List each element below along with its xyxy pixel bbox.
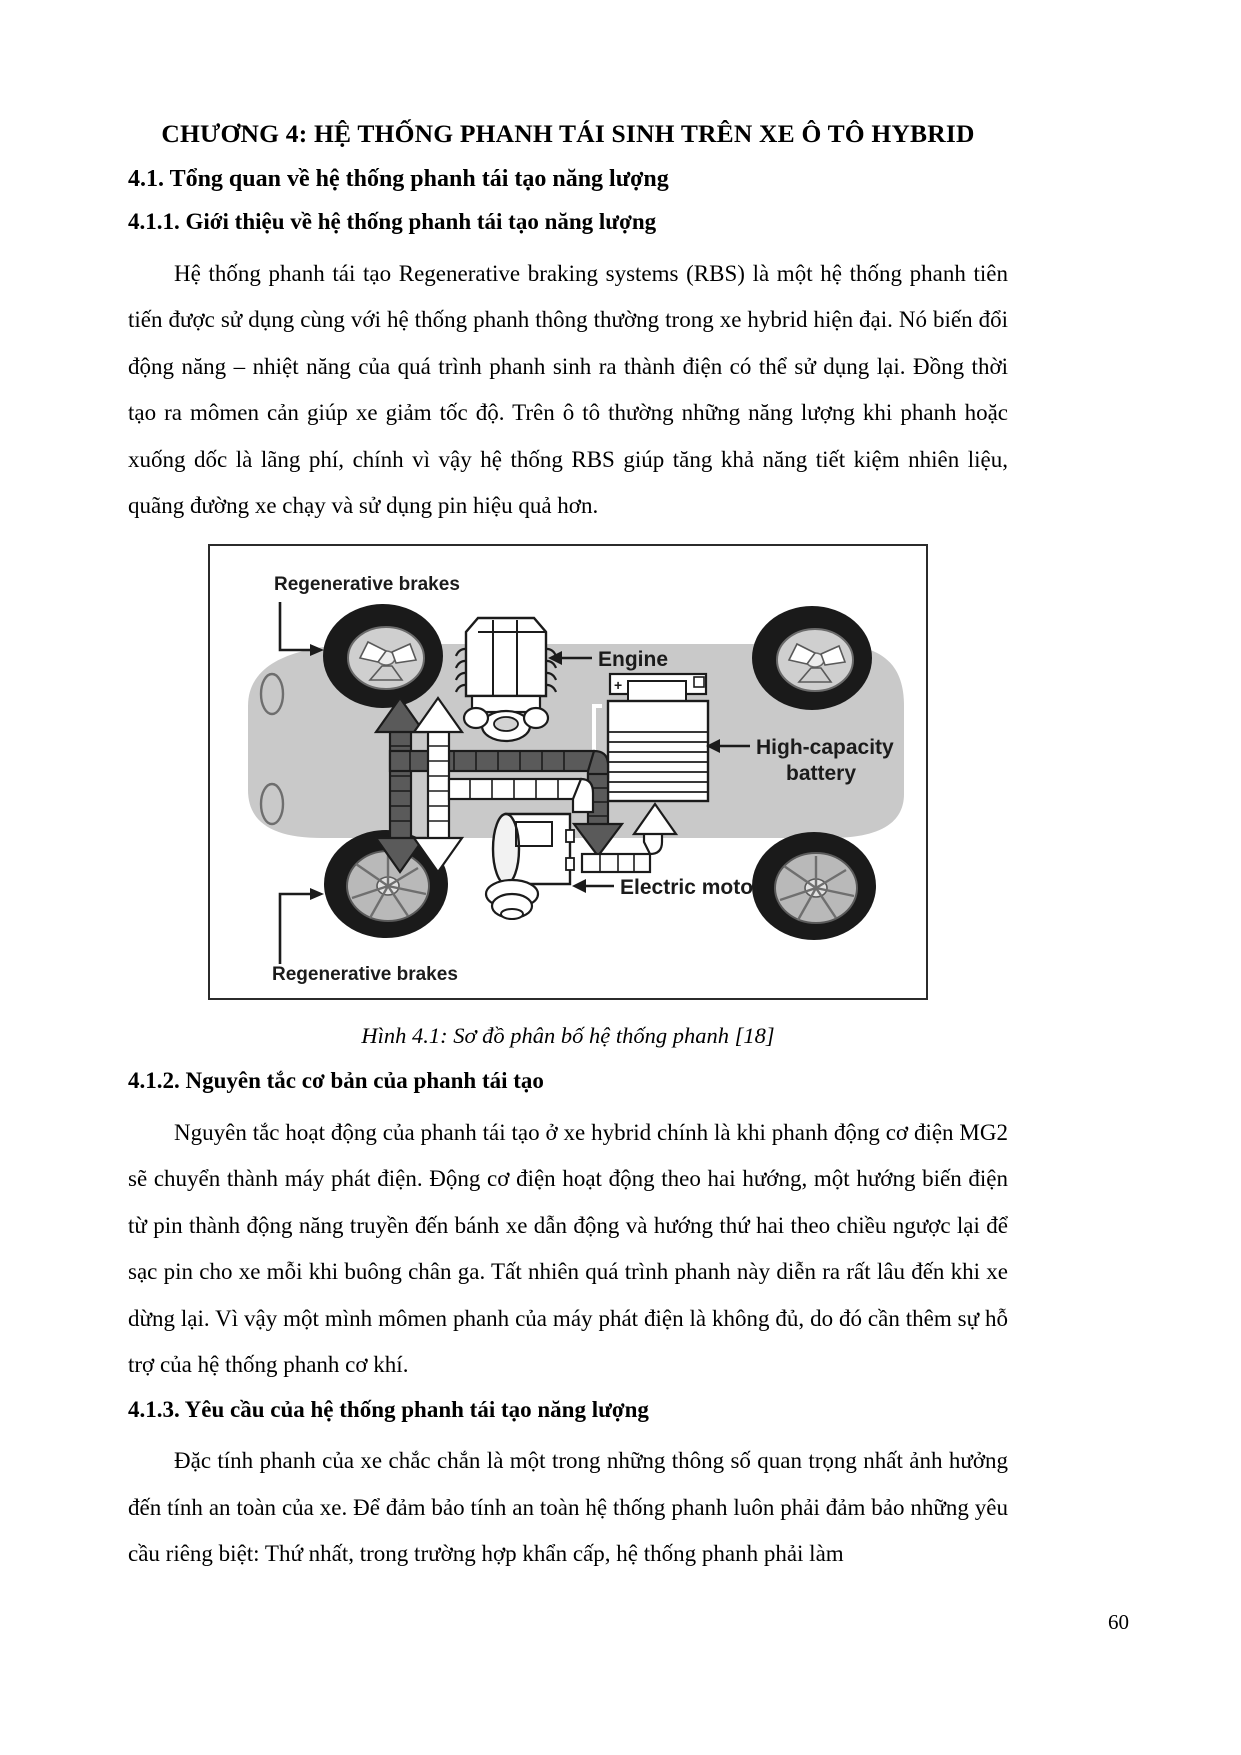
- section-heading-4-1-3: 4.1.3. Yêu cầu của hệ thống phanh tái tạo năng lượng: [128, 1396, 649, 1422]
- battery-plus-sign: +: [614, 676, 623, 693]
- section-heading-4-1-1: 4.1.1. Giới thiệu về hệ thống phanh tái tạo năng lượng: [128, 209, 657, 235]
- engine-icon: [456, 618, 556, 741]
- label-text-electric-motor: Electric motor: [620, 875, 762, 899]
- figure-frame: [208, 544, 928, 1000]
- label-text-regen-bottom: Regenerative brakes: [272, 963, 458, 985]
- section-heading-4-1: 4.1. Tổng quan về hệ thống phanh tái tạo năng lượng: [128, 165, 669, 192]
- paragraph-4-1-1: Hệ thống phanh tái tạo Regenerative braking systems (RBS) là một hệ thống phanh tiên tiến được sử dụng cùng với hệ thống phanh thông thường trong xe hybrid hiện đại. Nó biến đổi động năng – nhiệt năng của quá trình phanh sinh ra thành điện có thể sử dụng lại. Đồng thời tạo ra mômen cản giúp xe giảm tốc độ. Trên ô tô thường những năng lượng khi phanh hoặc xuống dốc là lãng phí, chính vì vậy hệ thống RBS giúp tăng khả năng tiết kiệm nhiên liệu, quãng đường xe chạy và sử dụng pin hiệu quả hơn.: [128, 260, 1008, 519]
- regenerative-braking-diagram: [210, 546, 926, 998]
- label-text-battery-line2: battery: [786, 761, 857, 785]
- figure-4-1: [128, 544, 1008, 1050]
- label-text-battery-line1: High-capacity: [756, 735, 894, 759]
- label-text-engine: Engine: [598, 647, 669, 671]
- page-content: [128, 118, 1008, 1584]
- label-text-regen-top: Regenerative brakes: [274, 573, 460, 595]
- wheel-front-right: [752, 606, 872, 710]
- wheel-front-left: [323, 604, 443, 708]
- section-heading-4-1-2: 4.1.2. Nguyên tắc cơ bản của phanh tái tạo: [128, 1067, 544, 1093]
- wheel-rear-right: [752, 832, 876, 940]
- paragraph-4-1-2: Nguyên tắc hoạt động của phanh tái tạo ở xe hybrid chính là khi phanh động cơ điện MG2 sẽ chuyển thành máy phát điện. Động cơ điện hoạt động theo hai hướng, một hướng biến điện từ pin thành động năng truyền đến bánh xe dẫn động và hướng thứ hai theo chiều ngược lại để sạc pin cho xe mỗi khi buông chân ga. Tất nhiên quá trình phanh này diễn ra rất lâu đến khi xe dừng lại. Vì vậy một mình mômen phanh của máy phát điện là không đủ, do đó cần thêm sự hỗ trợ của hệ thống phanh cơ khí.: [128, 1119, 1008, 1378]
- page-title: CHƯƠNG 4: HỆ THỐNG PHANH TÁI SINH TRÊN XE Ô TÔ HYBRID: [161, 119, 975, 148]
- figure-caption: Hình 4.1: Sơ đồ phân bố hệ thống phanh [18]: [361, 1022, 775, 1048]
- page-number: 60: [1108, 1610, 1129, 1634]
- battery-icon: [594, 674, 708, 801]
- paragraph-4-1-3: Đặc tính phanh của xe chắc chắn là một trong những thông số quan trọng nhất ảnh hưởng đến tính an toàn của xe. Để đảm bảo tính an toàn hệ thống phanh luôn phải đảm bảo những yêu cầu riêng biệt: Thứ nhất, trong trường hợp khẩn cấp, hệ thống phanh phải làm: [128, 1448, 1008, 1567]
